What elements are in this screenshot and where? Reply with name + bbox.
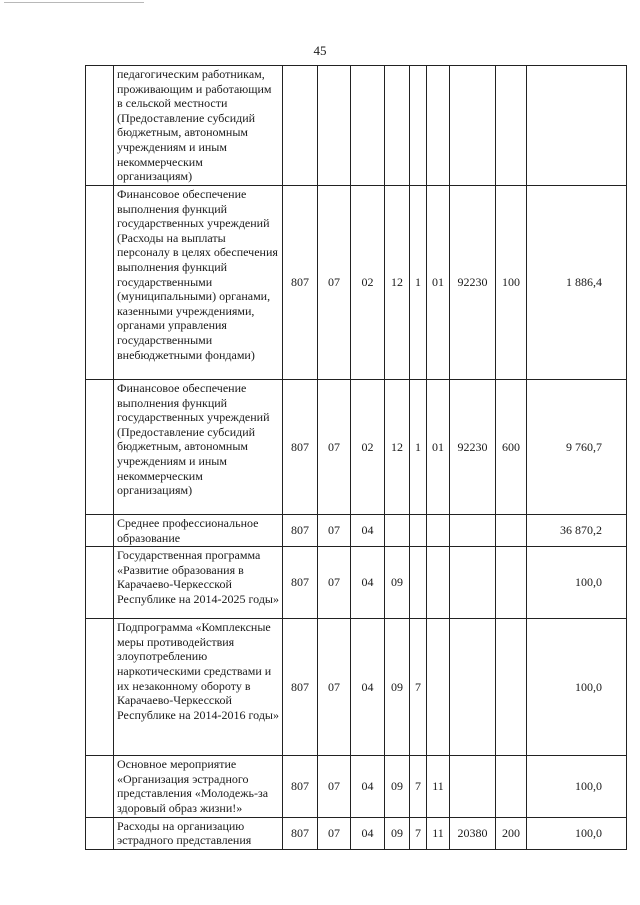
amount-cell: 36 870,2 [527, 515, 627, 547]
subsection-cell: 04 [351, 515, 385, 547]
direction-cell [450, 619, 496, 756]
measure-cell [427, 619, 450, 756]
program-cell: 12 [385, 380, 410, 515]
subprogram-cell [410, 547, 427, 619]
subprogram-cell [410, 66, 427, 186]
page-number: 45 [313, 43, 327, 58]
subprogram-cell: 7 [410, 756, 427, 817]
number-cell [86, 547, 114, 619]
table-row [86, 380, 627, 515]
number-cell [86, 380, 114, 515]
vr-cell [496, 515, 527, 547]
subprogram-cell: 1 [410, 186, 427, 380]
amount-cell: 100,0 [527, 619, 627, 756]
program-cell: 09 [385, 756, 410, 817]
section-cell: 07 [318, 380, 351, 515]
item-name-cell: Среднее профессиональное образование [114, 515, 283, 547]
table-row [86, 186, 627, 380]
item-name-cell: педагогическим работникам, проживающим и работающим в сельской местности (Предоставление субсидий бюджетным, автономным учреждениям и иным некоммерческим организациям) [114, 66, 283, 186]
number-cell [86, 66, 114, 186]
number-cell [86, 186, 114, 380]
measure-cell: 11 [427, 817, 450, 849]
direction-cell: 92230 [450, 186, 496, 380]
measure-cell [427, 547, 450, 619]
scan-edge-mark [4, 2, 144, 6]
program-cell: 09 [385, 619, 410, 756]
subsection-cell: 04 [351, 619, 385, 756]
measure-cell: 01 [427, 186, 450, 380]
program-cell: 09 [385, 547, 410, 619]
vr-cell [496, 756, 527, 817]
amount-cell: 1 886,4 [527, 186, 627, 380]
direction-cell [450, 515, 496, 547]
table-row [86, 547, 627, 619]
subsection-cell: 04 [351, 547, 385, 619]
direction-cell: 20380 [450, 817, 496, 849]
subsection-cell: 02 [351, 186, 385, 380]
program-cell [385, 515, 410, 547]
program-cell: 09 [385, 817, 410, 849]
subprogram-cell: 1 [410, 380, 427, 515]
vr-cell: 100 [496, 186, 527, 380]
number-cell [86, 515, 114, 547]
measure-cell: 11 [427, 756, 450, 817]
amount-cell: 100,0 [527, 817, 627, 849]
measure-cell [427, 66, 450, 186]
subprogram-cell: 7 [410, 619, 427, 756]
item-name-cell: Основное мероприятие «Организация эстрадного представления «Молодежь-за здоровый образ жизни!» [114, 756, 283, 817]
section-cell: 07 [318, 817, 351, 849]
subprogram-cell: 7 [410, 817, 427, 849]
ministry-cell: 807 [283, 380, 318, 515]
number-cell [86, 619, 114, 756]
item-name-cell: Финансовое обеспечение выполнения функций государственных учреждений (Расходы на выплаты персоналу в целях обеспечения выполнения функций государственными (муниципальными) органами, казенными учреждениями, органами управления государственными внебюджетными фондами) [114, 186, 283, 380]
program-cell [385, 66, 410, 186]
subsection-cell: 04 [351, 817, 385, 849]
item-name-cell: Финансовое обеспечение выполнения функций государственных учреждений (Предоставление субсидий бюджетным, автономным учреждениям и иным некоммерческим организациям) [114, 380, 283, 515]
amount-cell [527, 66, 627, 186]
item-name-cell: Расходы на организацию эстрадного представления [114, 817, 283, 849]
measure-cell [427, 515, 450, 547]
ministry-cell: 807 [283, 515, 318, 547]
section-cell: 07 [318, 619, 351, 756]
section-cell: 07 [318, 756, 351, 817]
amount-cell: 100,0 [527, 547, 627, 619]
subsection-cell: 02 [351, 380, 385, 515]
vr-cell [496, 547, 527, 619]
number-cell [86, 817, 114, 849]
item-name-cell: Государственная программа «Развитие образования в Карачаево-Черкесской Республике на 2014-2025 годы» [114, 547, 283, 619]
direction-cell [450, 66, 496, 186]
ministry-cell: 807 [283, 619, 318, 756]
ministry-cell: 807 [283, 756, 318, 817]
vr-cell: 600 [496, 380, 527, 515]
table-row [86, 817, 627, 849]
item-name-cell: Подпрограмма «Комплексные меры противодействия злоупотреблению наркотическими средствами и их незаконному обороту в Карачаево-Черкесской Республике на 2014-2016 годы» [114, 619, 283, 756]
amount-cell: 100,0 [527, 756, 627, 817]
direction-cell [450, 756, 496, 817]
ministry-cell: 807 [283, 547, 318, 619]
section-cell [318, 66, 351, 186]
vr-cell [496, 66, 527, 186]
ministry-cell [283, 66, 318, 186]
table-row [86, 756, 627, 817]
table-row [86, 66, 627, 186]
ministry-cell: 807 [283, 817, 318, 849]
subprogram-cell [410, 515, 427, 547]
number-cell [86, 756, 114, 817]
subsection-cell: 04 [351, 756, 385, 817]
table-body [86, 66, 627, 850]
vr-cell: 200 [496, 817, 527, 849]
direction-cell [450, 547, 496, 619]
amount-cell: 9 760,7 [527, 380, 627, 515]
measure-cell: 01 [427, 380, 450, 515]
budget-table [85, 65, 627, 850]
direction-cell: 92230 [450, 380, 496, 515]
table-row [86, 515, 627, 547]
subsection-cell [351, 66, 385, 186]
program-cell: 12 [385, 186, 410, 380]
table-row [86, 619, 627, 756]
vr-cell [496, 619, 527, 756]
section-cell: 07 [318, 515, 351, 547]
ministry-cell: 807 [283, 186, 318, 380]
section-cell: 07 [318, 186, 351, 380]
section-cell: 07 [318, 547, 351, 619]
